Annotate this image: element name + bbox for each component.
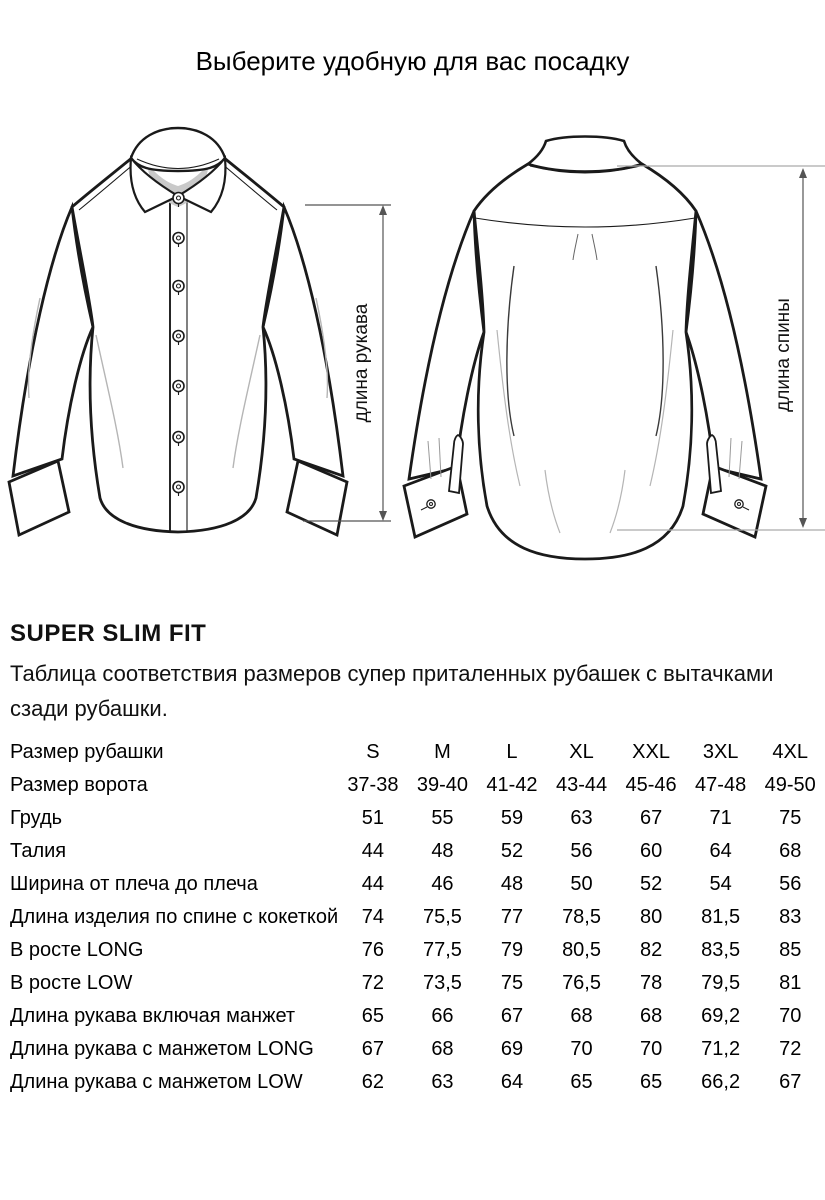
table-cell: 44 [361, 840, 385, 862]
table-cell: 65 [361, 1005, 385, 1027]
table-row [10, 736, 825, 769]
table-cell: 72 [779, 1038, 802, 1060]
table-cell: 59 [500, 807, 524, 829]
arrow-up-icon [799, 168, 807, 178]
table-cell: 56 [570, 840, 593, 862]
table-cell: 76,5 [562, 972, 601, 994]
table-cell: 62 [361, 1071, 385, 1093]
table-cell: 68 [431, 1038, 454, 1060]
table-cell: 67 [500, 1005, 524, 1027]
table-cell: XXL [632, 741, 670, 763]
arrow-down-icon [799, 518, 807, 528]
arrow-down-icon [379, 511, 387, 521]
table-row [10, 802, 825, 835]
back-right-sleeve [686, 211, 761, 479]
size-table-body [10, 736, 825, 1099]
table-row [10, 769, 825, 802]
size-table [10, 736, 825, 1099]
table-cell: 77 [500, 906, 524, 928]
table-cell: 50 [570, 873, 593, 895]
table-cell: XL [569, 741, 594, 763]
table-cell: 49-50 [764, 774, 816, 796]
table-cell: 66,2 [701, 1071, 741, 1093]
fit-description [10, 656, 810, 726]
table-cell: 66 [431, 1005, 454, 1027]
table-cell: 46 [431, 873, 454, 895]
table-cell: 69,2 [701, 1005, 741, 1027]
table-cell: 69 [500, 1038, 524, 1060]
table-cell: 48 [431, 840, 454, 862]
table-row [10, 967, 825, 1000]
table-cell: 71 [709, 807, 732, 829]
table-cell: L [506, 741, 518, 763]
table-cell: 75,5 [422, 906, 462, 928]
table-cell: 76 [361, 939, 385, 961]
table-cell: 4XL [772, 741, 808, 763]
table-cell: 56 [779, 873, 802, 895]
table-cell: 75 [500, 972, 524, 994]
table-cell: M [434, 741, 451, 763]
table-cell: 37-38 [347, 774, 399, 796]
table-cell: 85 [779, 939, 802, 961]
table-row [10, 934, 825, 967]
table-cell: 82 [639, 939, 663, 961]
table-cell: 44 [361, 873, 385, 895]
table-cell: 72 [361, 972, 385, 994]
back-length-label: длина спины [773, 298, 794, 412]
table-cell: 83 [779, 906, 802, 928]
table-cell: 78 [639, 972, 663, 994]
table-cell: 48 [500, 873, 524, 895]
row-label: Грудь [10, 807, 63, 829]
table-cell: 47-48 [695, 774, 747, 796]
table-cell: 65 [570, 1071, 593, 1093]
table-cell: 79 [500, 939, 524, 961]
table-row [10, 1000, 825, 1033]
table-cell: 41-42 [486, 774, 538, 796]
front-collar-band [131, 128, 225, 171]
fit-description-line: Таблица соответствия размеров супер приталенных рубашек с вытачками [10, 661, 774, 686]
table-cell: 68 [639, 1005, 663, 1027]
table-cell: 43-44 [555, 774, 608, 796]
table-cell: 71,2 [701, 1038, 741, 1060]
table-cell: 63 [431, 1071, 454, 1093]
table-cell: 77,5 [422, 939, 462, 961]
table-cell: 79,5 [701, 972, 741, 994]
table-row [10, 901, 825, 934]
table-cell: 83,5 [701, 939, 741, 961]
row-label: Длина рукава с манжетом LONG [10, 1038, 314, 1060]
row-label: Ширина от плеча до плеча [10, 873, 258, 895]
table-row [10, 868, 825, 901]
table-cell: 65 [639, 1071, 663, 1093]
table-cell: 67 [639, 807, 663, 829]
table-cell: 75 [779, 807, 802, 829]
row-label: Длина рукава с манжетом LOW [10, 1071, 303, 1093]
table-cell: 52 [639, 873, 663, 895]
table-row [10, 1033, 825, 1066]
row-label: В росте LOW [10, 972, 133, 994]
row-label: Длина рукава включая манжет [10, 1005, 296, 1027]
row-label: Размер рубашки [10, 741, 164, 763]
table-cell: 73,5 [422, 972, 462, 994]
table-cell: 81,5 [701, 906, 741, 928]
table-cell: 64 [500, 1071, 524, 1093]
table-cell: 70 [639, 1038, 663, 1060]
table-cell: 70 [570, 1038, 593, 1060]
table-cell: 67 [779, 1071, 802, 1093]
row-label: Длина изделия по спине с кокеткой [10, 906, 339, 928]
table-cell: 67 [361, 1038, 385, 1060]
back-left-sleeve [409, 211, 484, 479]
table-cell: 55 [431, 807, 454, 829]
arrow-up-icon [379, 205, 387, 215]
page-title: Выберите удобную для вас посадку [195, 46, 630, 76]
table-row [10, 835, 825, 868]
table-cell: 54 [709, 873, 732, 895]
front-shirt-drawing [9, 128, 391, 535]
row-label: В росте LONG [10, 939, 144, 961]
fit-heading: SUPER SLIM FIT [10, 620, 207, 647]
table-cell: 80 [639, 906, 663, 928]
table-cell: 80,5 [562, 939, 601, 961]
table-cell: S [366, 741, 380, 763]
row-label: Талия [10, 840, 67, 862]
table-cell: 81 [779, 972, 802, 994]
row-label: Размер ворота [10, 774, 148, 796]
table-cell: 64 [709, 840, 732, 862]
sleeve-length-label: длина рукава [351, 303, 372, 423]
fit-description-line: сзади рубашки. [10, 696, 168, 721]
table-cell: 3XL [702, 741, 739, 763]
table-cell: 68 [779, 840, 802, 862]
table-cell: 63 [570, 807, 593, 829]
table-cell: 70 [779, 1005, 802, 1027]
table-cell: 74 [361, 906, 385, 928]
table-row [10, 1066, 825, 1099]
back-shirt-drawing [404, 137, 825, 560]
table-cell: 51 [361, 807, 385, 829]
table-cell: 78,5 [562, 906, 601, 928]
table-cell: 45-46 [625, 774, 677, 796]
table-cell: 52 [500, 840, 524, 862]
table-cell: 39-40 [416, 774, 469, 796]
table-cell: 68 [570, 1005, 593, 1027]
table-cell: 60 [639, 840, 663, 862]
